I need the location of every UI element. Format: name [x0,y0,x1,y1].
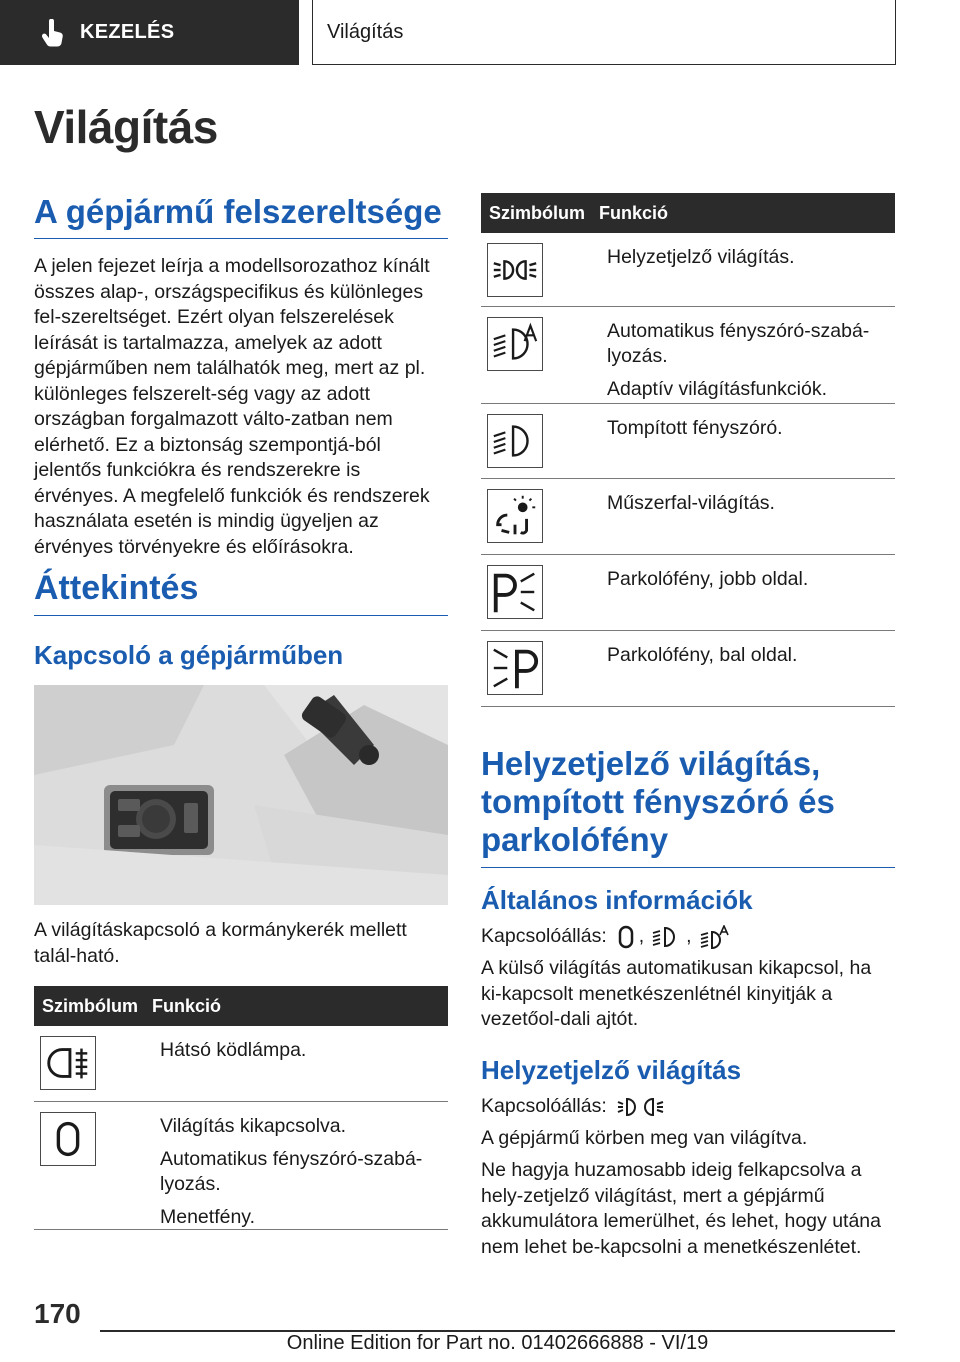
row-text: Menetfény. [160,1206,256,1228]
general-paragraph: A külső világítás automatikusan kikapcsol, ha ki-kapcsolt menetkészenlétnél kinyitják a vezetőol-dali ajtót. [481,957,872,1030]
lights-off-icon [617,925,635,949]
photo-caption: A világításkapcsoló a kormánykerék mellett talál-ható. [34,919,407,967]
row-text: Automatikus fényszóró-szabá-lyozás. [160,1148,423,1195]
header-section-tab [0,0,299,65]
col-symbol: Szimbólum [42,995,139,1016]
parking-paragraph-2: Ne hagyja huzamosabb ideig felkapcsolva a hely-zetjelző világítást, mert a gépjármű akkumulátora lemerülhet, és lehet, hogy utána nem lehet be-kapcsolni a menetkészenlétet. [481,1159,881,1258]
table-row [481,555,895,631]
rear-fog-light-icon [40,1036,96,1090]
left-symbol-table [34,986,448,1230]
table-row [481,404,895,479]
table-row [481,233,895,307]
breadcrumb-text: Világítás [327,20,404,43]
hand-pointer-icon [40,19,66,47]
page-number: 170 [34,1298,81,1329]
page-title: Világítás [34,101,218,153]
heading-overview: Áttekintés [34,570,448,616]
footer-edition: Online Edition for Part no. 01402666888 - VI/19 [286,1332,709,1354]
table-row [481,631,895,707]
instrument-lighting-icon [487,489,543,543]
separator: , [638,925,645,947]
parking-lights-icon [487,243,543,297]
section-title: KEZELÉS [80,21,175,43]
table-row [34,1026,448,1102]
table-header [34,986,448,1026]
parking-light-right-icon [487,565,543,619]
low-beam-icon [487,414,543,468]
row-text: Tompított fényszóró. [607,417,783,439]
parking-lights-icon [617,1096,665,1118]
parking-switch-label: Kapcsolóállás: [481,1095,607,1117]
light-switch-photo [34,685,448,905]
low-beam-icon [652,925,682,949]
switch-positions [481,924,897,950]
auto-headlight-icon [700,925,730,949]
car-interior-illustration [34,685,448,905]
row-text: Automatikus fényszóró-szabá-lyozás. [607,320,870,367]
switch-pos-label: Kapcsolóállás: [481,925,607,947]
row-text: Parkolófény, jobb oldal. [607,568,809,590]
heading-general-info: Általános információk [481,885,753,915]
heading-parking-lights: Helyzetjelző világítás [481,1055,742,1085]
auto-headlight-icon [487,317,543,371]
row-text: Helyzetjelző világítás. [607,246,795,268]
col-function: Funkció [152,995,222,1016]
parking-paragraph-1: A gépjármű körben meg van világítva. [481,1127,808,1149]
row-text: Műszerfal-világítás. [607,492,775,514]
breadcrumb [312,0,896,65]
heading-switch: Kapcsoló a gépjárműben [34,640,344,670]
parking-switch-position [481,1094,897,1120]
row-text: Világítás kikapcsolva. [160,1115,347,1137]
table-header [481,193,895,233]
col-symbol: Szimbólum [489,202,586,223]
heading-lighting-section: Helyzetjelző világítás, tompított fényszóró és parkolófény [481,745,895,868]
parking-light-left-icon [487,641,543,695]
row-text: Hátsó ködlámpa. [160,1039,307,1061]
table-row [481,479,895,555]
row-text: Parkolófény, bal oldal. [607,644,798,666]
lights-off-icon [40,1112,96,1166]
row-text: Adaptív világításfunkciók. [607,378,828,400]
equipment-paragraph: A jelen fejezet leírja a modellsorozathoz kínált összes alap-, országspecifikus és különleges fel-szereltséget. Ezért olyan felszerelések leírását is tartalmazza, amelyek az adott gépjárműben nem találhatók meg, mert az pl. különleges felszerelt-ség vagy az adott országban forgalmazott válto-zatban nem elérhető. Ez a biztonság szempontjá-ból jelentős funkciókra és rendszerekre is érvényes. A megfelelő funkciók és rendszerek használata esetén is mindig ügyeljen az érvényes törvényekre és előírásokra. [34,255,430,558]
heading-equipment: A gépjármű felszereltsége [34,194,448,239]
table-row [481,307,895,404]
separator: , [686,925,692,947]
table-row [34,1102,448,1230]
right-symbol-table [481,193,895,707]
col-function: Funkció [599,202,669,223]
